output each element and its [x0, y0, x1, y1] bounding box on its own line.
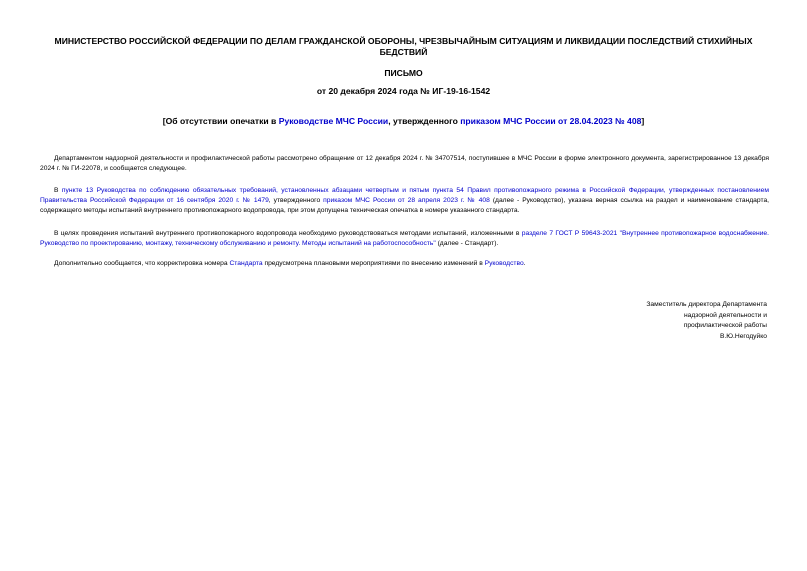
signature-position-line1: Заместитель директора Департамента	[646, 301, 767, 308]
title-link-guide[interactable]: Руководстве МЧС России	[278, 116, 389, 126]
p2-link-order[interactable]: приказом МЧС России от 28 апреля 2023 г. № 408	[323, 197, 490, 204]
p4-text-1: Дополнительно сообщается, что корректировка номера	[54, 260, 230, 267]
document-title	[40, 116, 767, 127]
p4-text-3: .	[523, 260, 526, 267]
title-text-close: ]	[641, 116, 645, 126]
p3-link-gost[interactable]: разделе 7 ГОСТ Р 59643-2021 "Внутреннее противопожарное водоснабжение. Руководство по проектированию, монтажу, техническому обслуживанию и ремонту. Методы испытаний на работоспособность"	[40, 230, 770, 247]
p4-link-guide[interactable]: Руководство	[484, 260, 524, 267]
p2-text-1: В	[54, 187, 62, 194]
p2-text-3: (далее - Руководство), указана верная ссылка на раздел и наименование стандарта, содержащего методы испытаний внутреннего противопожарного водопровода, при этом допущена техническая опечатка в номере указанного стандарта.	[40, 197, 770, 214]
p2-text-2: , утвержденного	[268, 197, 324, 204]
paragraph-2	[40, 186, 769, 216]
paragraph-4	[40, 259, 769, 269]
p3-text-1: В целях проведения испытаний внутреннего противопожарного водопровода необходимо руководствоваться методами испытаний, изложенными в	[54, 230, 522, 237]
document-type: ПИСЬМО	[384, 68, 423, 78]
paragraph-3	[40, 229, 769, 249]
signature-block	[646, 300, 767, 342]
p4-text-2: предусмотрена плановыми мероприятиями по внесению изменений в	[262, 260, 485, 267]
ministry-name: МИНИСТЕРСТВО РОССИЙСКОЙ ФЕДЕРАЦИИ ПО ДЕЛАМ ГРАЖДАНСКОЙ ОБОРОНЫ, ЧРЕЗВЫЧАЙНЫМ СИТУАЦИЯМ И ЛИКВИДАЦИИ ПОСЛЕДСТВИЙ СТИХИЙНЫХ БЕДСТВИЙ	[54, 36, 753, 57]
p4-link-standard[interactable]: Стандарта	[229, 260, 263, 267]
signature-name: В.Ю.Негодуйко	[719, 332, 767, 340]
title-link-order[interactable]: приказом МЧС России от 28.04.2023 № 408	[460, 116, 642, 126]
signature-position-line3: профилактической работы	[683, 322, 767, 329]
signature-position-line2: надзорной деятельности и	[683, 311, 767, 319]
p2-link-guide-item[interactable]: пункте 13 Руководства по соблюдению обязательных требований, установленных абзацами четвертым и пятым пункта 54 Правил противопожарного режима в Российской Федерации, утвержденных постановлением Правительства Российской Федерации от 16 сентября 2020 г. № 1479	[40, 187, 769, 204]
paragraph-1: Департаментом надзорной деятельности и профилактической работы рассмотрено обращение от 12 декабря 2024 г. № 34707514, поступившее в МЧС России в форме электронного документа, зарегистрированное 13 декабря 2024 г. № ГИ-22078, и сообщается следующее.	[40, 155, 769, 172]
title-text-mid: , утвержденного	[388, 116, 461, 126]
p3-text-2: (далее - Стандарт).	[435, 240, 499, 247]
document-date-number: от 20 декабря 2024 года № ИГ-19-16-1542	[316, 86, 491, 96]
title-text-open: [Об отсутствии опечатки в	[162, 116, 279, 126]
